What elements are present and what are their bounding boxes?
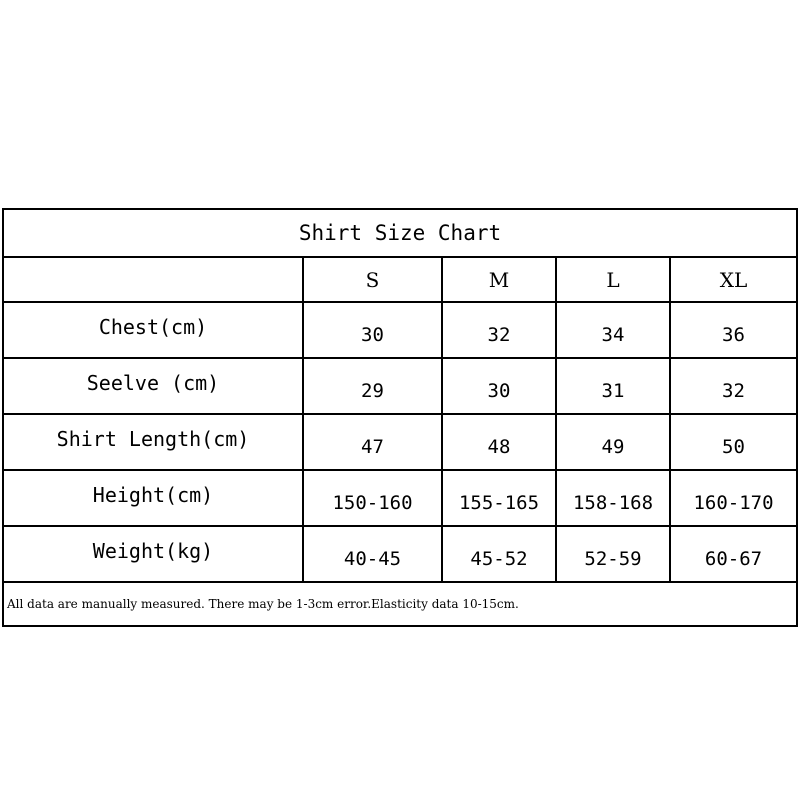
row-label-sleeve: Seelve (cm) — [3, 358, 303, 414]
table-row-shirt-length — [3, 414, 797, 470]
row-label-weight: Weight(kg) — [3, 526, 303, 582]
cell-weight-l: 52-59 — [556, 526, 670, 582]
cell-chest-s: 30 — [303, 302, 442, 358]
cell-length-xl: 50 — [670, 414, 797, 470]
measurement-note: All data are manually measured. There may be 1-3cm error.Elasticity data 10-15cm. — [3, 582, 797, 626]
cell-height-m: 155-165 — [442, 470, 556, 526]
table-row-chest — [3, 302, 797, 358]
table-row-weight — [3, 526, 797, 582]
row-label-shirt-length: Shirt Length(cm) — [3, 414, 303, 470]
note-row — [3, 582, 797, 626]
size-header-row — [3, 257, 797, 302]
cell-weight-xl: 60-67 — [670, 526, 797, 582]
header-empty-cell — [3, 257, 303, 302]
cell-height-l: 158-168 — [556, 470, 670, 526]
cell-sleeve-l: 31 — [556, 358, 670, 414]
cell-weight-s: 40-45 — [303, 526, 442, 582]
cell-length-m: 48 — [442, 414, 556, 470]
size-header-l: L — [556, 257, 670, 302]
size-header-m: M — [442, 257, 556, 302]
cell-height-xl: 160-170 — [670, 470, 797, 526]
row-label-height: Height(cm) — [3, 470, 303, 526]
cell-length-s: 47 — [303, 414, 442, 470]
cell-sleeve-m: 30 — [442, 358, 556, 414]
cell-height-s: 150-160 — [303, 470, 442, 526]
cell-chest-m: 32 — [442, 302, 556, 358]
cell-sleeve-s: 29 — [303, 358, 442, 414]
size-chart-table — [2, 208, 798, 627]
cell-chest-xl: 36 — [670, 302, 797, 358]
row-label-chest: Chest(cm) — [3, 302, 303, 358]
cell-weight-m: 45-52 — [442, 526, 556, 582]
size-header-xl: XL — [670, 257, 797, 302]
cell-length-l: 49 — [556, 414, 670, 470]
cell-sleeve-xl: 32 — [670, 358, 797, 414]
chart-title: Shirt Size Chart — [3, 209, 797, 257]
table-row-height — [3, 470, 797, 526]
table-row-sleeve — [3, 358, 797, 414]
title-row — [3, 209, 797, 257]
cell-chest-l: 34 — [556, 302, 670, 358]
size-header-s: S — [303, 257, 442, 302]
